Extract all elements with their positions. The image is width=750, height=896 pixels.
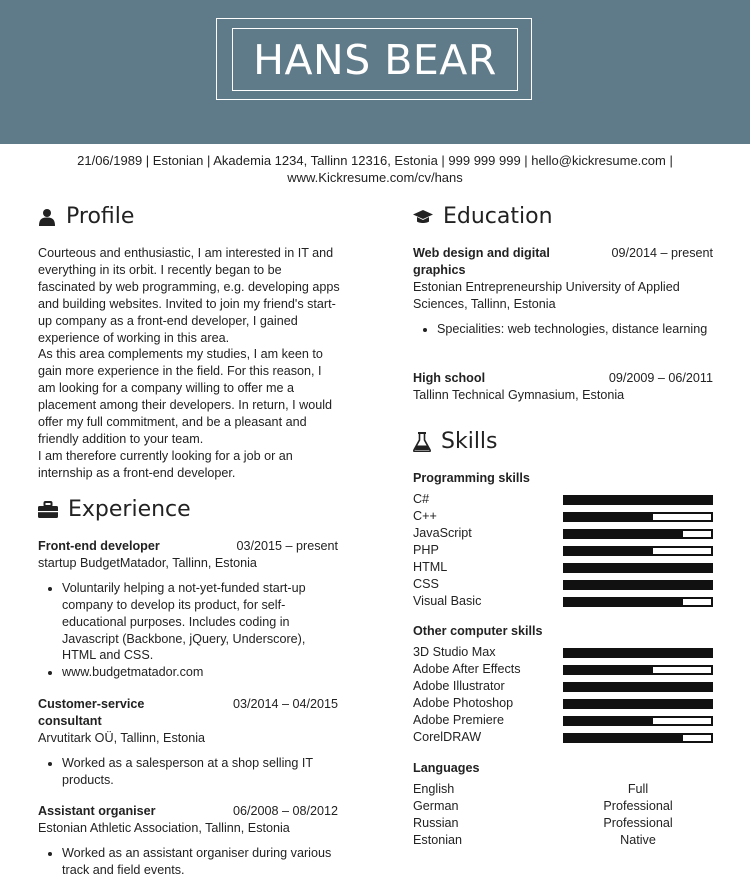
education-title-text: Web design and digital graphics: [413, 246, 550, 277]
skill-level-bar: [563, 733, 713, 743]
skill-level-bar: [563, 546, 713, 556]
job-bullet: • Worked as an assistant organiser during various track and field events.: [62, 845, 338, 879]
job-bullet: • www.budgetmatador.com: [62, 664, 338, 681]
job-place: Arvutitark OÜ, Tallinn, Estonia: [38, 730, 206, 745]
education-heading: [413, 204, 553, 229]
language-name: Russian: [413, 816, 459, 830]
skills-title: Skills: [441, 429, 498, 454]
skill-name: Adobe Photoshop: [413, 696, 514, 710]
skill-level-bar: [563, 512, 713, 522]
contact-info: [40, 152, 710, 186]
job-date: 06/2008 – 08/2012: [232, 804, 338, 818]
skill-level-empty: [653, 718, 711, 724]
skill-row: [413, 695, 713, 712]
other-skills-heading: Other computer skills: [413, 624, 543, 638]
language-level: Native: [620, 833, 656, 847]
job-bullets: [38, 580, 338, 681]
skill-name: C++: [413, 509, 437, 523]
education-date: 09/2009 – 06/2011: [608, 371, 713, 385]
skill-row: [413, 661, 713, 678]
experience-heading: [38, 497, 191, 522]
skill-level-empty: [653, 548, 711, 554]
skill-row: [413, 491, 713, 508]
skill-level-bar: [563, 648, 713, 658]
profile-paragraph-1: Courteous and enthusiastic, I am interested in IT and everything in its orbit. I recently began to be fascinated by web programming, e.g. developing apps and building websites. Invited to join my friend's start-up company as a front-end developer, I gained experience of working in this area.: [38, 246, 340, 345]
skill-row: [413, 525, 713, 542]
language-name: Estonian: [413, 833, 463, 847]
briefcase-icon: [38, 501, 58, 519]
contact-line-1: 21/06/1989 | Estonian | Akademia 1234, Tallinn 12316, Estonia | 999 999 999 | hello@kickresume.com |: [77, 153, 673, 168]
flask-icon: [413, 432, 431, 452]
job-date: 03/2015 – present: [236, 539, 338, 553]
skill-name: CSS: [413, 577, 439, 591]
education-entry: [413, 370, 713, 404]
skill-level-empty: [683, 531, 711, 537]
education-title: Education: [443, 204, 553, 229]
user-icon: [38, 208, 56, 226]
language-name: English: [413, 782, 455, 796]
skill-level-empty: [653, 514, 711, 520]
profile-text: [38, 245, 340, 482]
name-frame-inner: [232, 28, 518, 91]
skill-name: HTML: [413, 560, 448, 574]
education-place: Tallinn Technical Gymnasium, Estonia: [413, 387, 625, 402]
language-level: Professional: [603, 799, 673, 813]
skill-name: PHP: [413, 543, 439, 557]
job-title: Assistant organiser: [38, 804, 156, 818]
language-row: [413, 815, 713, 832]
skill-row: [413, 559, 713, 576]
skill-level-bar: [563, 665, 713, 675]
job-place: startup BudgetMatador, Tallinn, Estonia: [38, 555, 257, 570]
profile-paragraph-2: As this area complements my studies, I am keen to gain more experience in the field. For this reason, I am looking for a company willing to offer me a placement among their developers. In return, I would offer my full commitment, and be a pleasant and friendly addition to your team.: [38, 347, 333, 446]
job-bullet: • Worked as a salesperson at a shop selling IT products.: [62, 755, 338, 789]
language-level: Full: [627, 782, 649, 796]
language-name: German: [413, 799, 459, 813]
skill-name: Adobe Illustrator: [413, 679, 505, 693]
skill-row: [413, 644, 713, 661]
contact-line-2: www.Kickresume.com/cv/hans: [287, 170, 463, 185]
language-row: [413, 832, 713, 849]
job-entry: [38, 696, 338, 789]
skill-level-bar: [563, 699, 713, 709]
job-bullets: [38, 755, 338, 789]
job-entry: [38, 803, 338, 879]
education-date: 09/2014 – present: [611, 246, 713, 260]
skill-level-bar: [563, 495, 713, 505]
skill-level-empty: [653, 667, 711, 673]
skills-heading: [413, 429, 498, 454]
skill-name: CorelDRAW: [413, 730, 482, 744]
skill-row: [413, 593, 713, 610]
skill-name: 3D Studio Max: [413, 645, 496, 659]
candidate-name: HANS BEAR: [253, 35, 497, 84]
education-bullets: [413, 321, 713, 338]
job-bullet: • Voluntarily helping a not-yet-funded start-up company to develop its product, for self-educational purposes. Includes coding in Javascript (Backbone, jQuery, Underscore), HTML and CSS.: [62, 580, 338, 665]
skill-row: [413, 508, 713, 525]
education-place: Estonian Entrepreneurship University of Applied Sciences, Tallinn, Estonia: [413, 279, 680, 311]
education-title-text: High school: [413, 371, 486, 385]
job-title: Customer-service consultant: [38, 697, 145, 728]
language-level: Professional: [603, 816, 673, 830]
skill-name: Adobe Premiere: [413, 713, 505, 727]
languages-heading: Languages: [413, 761, 480, 775]
programming-skills-heading: Programming skills: [413, 471, 530, 485]
skill-row: [413, 542, 713, 559]
profile-paragraph-3: I am therefore currently looking for a job or an internship as a front-end developer.: [38, 448, 293, 480]
skill-level-bar: [563, 682, 713, 692]
skill-row: [413, 729, 713, 746]
skill-level-bar: [563, 563, 713, 573]
skill-level-empty: [683, 735, 711, 741]
job-date: 03/2014 – 04/2015: [232, 697, 338, 711]
skill-row: [413, 678, 713, 695]
job-place: Estonian Athletic Association, Tallinn, Estonia: [38, 820, 290, 835]
skill-level-bar: [563, 580, 713, 590]
experience-title: Experience: [68, 497, 191, 522]
graduation-cap-icon: [413, 209, 433, 225]
language-row: [413, 798, 713, 815]
education-entry: [413, 245, 713, 338]
language-row: [413, 781, 713, 798]
skill-name: JavaScript: [413, 526, 472, 540]
profile-title: Profile: [66, 204, 135, 229]
job-title: Front-end developer: [38, 539, 160, 553]
skill-level-bar: [563, 716, 713, 726]
skill-row: [413, 712, 713, 729]
job-entry: [38, 538, 338, 681]
profile-heading: [38, 204, 134, 229]
skill-level-bar: [563, 597, 713, 607]
skill-name: C#: [413, 492, 430, 506]
education-bullet: • Specialities: web technologies, distance learning: [437, 321, 713, 338]
skill-level-bar: [563, 529, 713, 539]
skill-row: [413, 576, 713, 593]
skill-level-empty: [683, 599, 711, 605]
job-bullets: [38, 845, 338, 879]
skill-name: Adobe After Effects: [413, 662, 521, 676]
skill-name: Visual Basic: [413, 594, 482, 608]
